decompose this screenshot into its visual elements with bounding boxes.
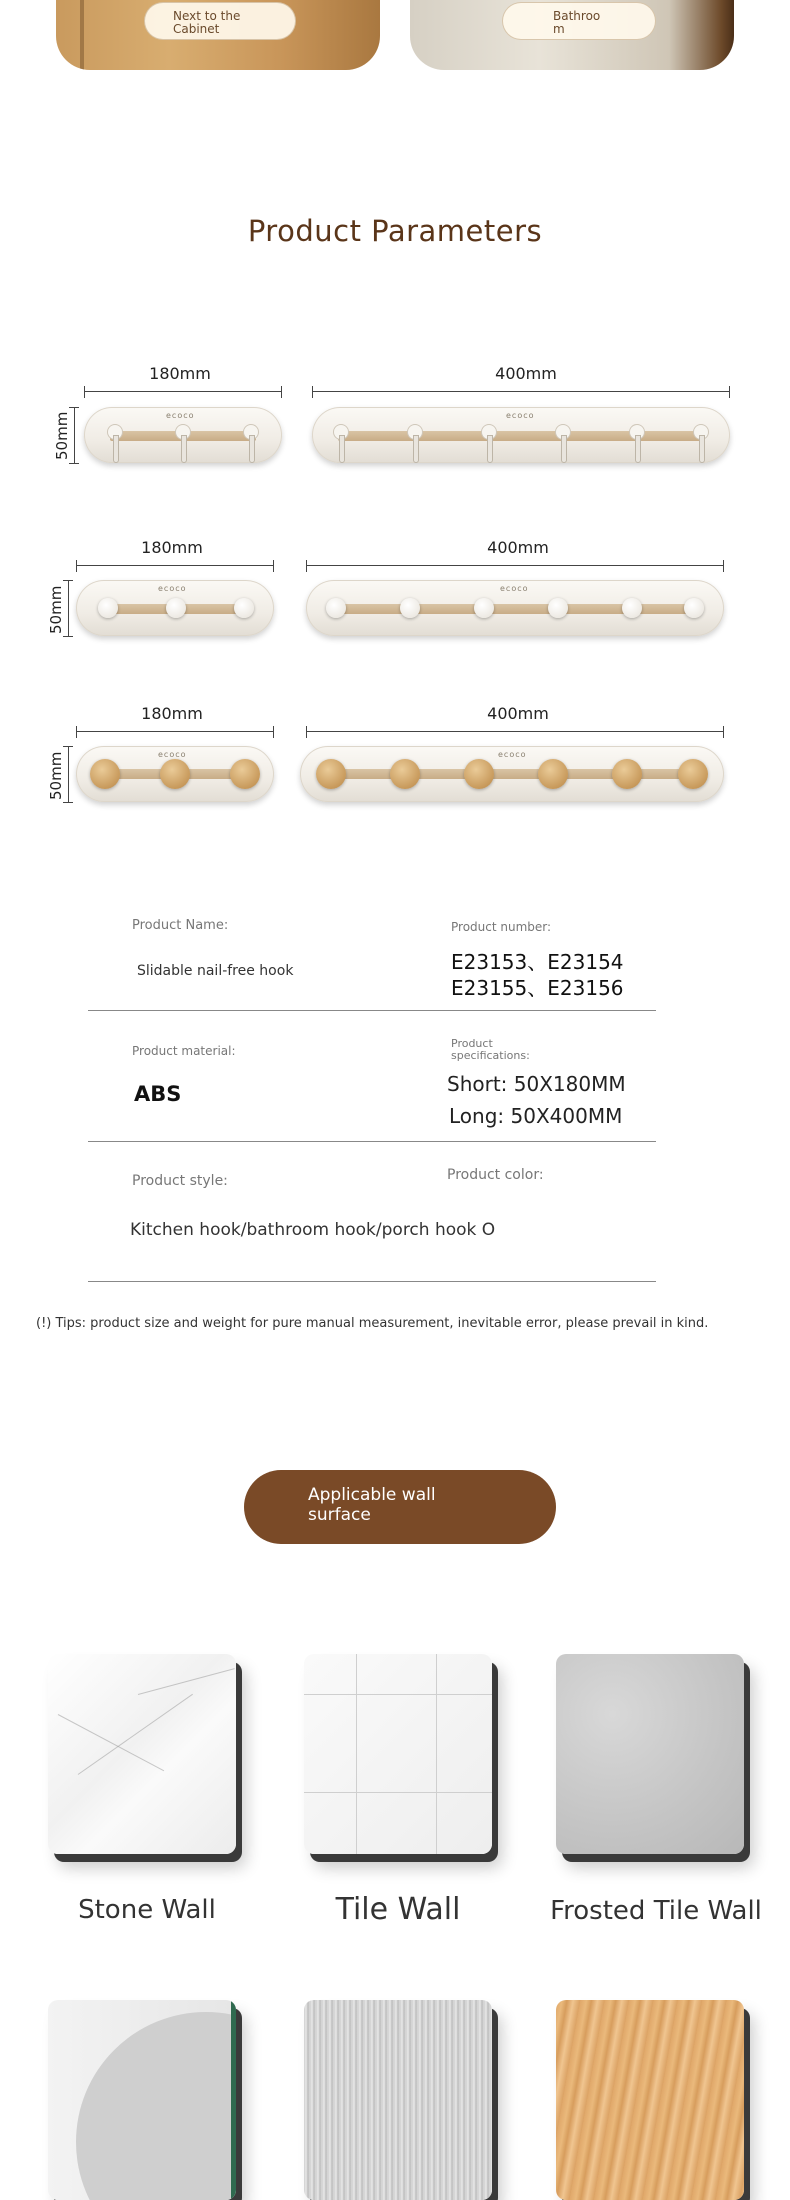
style-label: Product style: bbox=[132, 1173, 228, 1189]
hook-long-1: ecoco bbox=[312, 407, 730, 463]
wall-wood bbox=[556, 2000, 744, 2200]
photo-bathroom bbox=[410, 0, 734, 70]
dim-height: 50mm bbox=[47, 751, 65, 800]
wall-frosted-tile bbox=[556, 1654, 744, 1854]
name-value: Slidable nail-free hook bbox=[137, 963, 294, 979]
number-label: Product number: bbox=[451, 920, 552, 934]
tips-note: (!) Tips: product size and weight for pure manual measurement, inevitable error, please prevail in kind. bbox=[36, 1316, 709, 1331]
name-label: Product Name: bbox=[132, 918, 229, 933]
color-label: Product color: bbox=[447, 1167, 544, 1183]
dim-long-width: 400mm bbox=[495, 364, 557, 383]
divider bbox=[88, 1141, 656, 1142]
hook-short-2: ecoco bbox=[76, 580, 274, 636]
dim-long-width: 400mm bbox=[487, 704, 549, 723]
dim-short-width: 180mm bbox=[141, 704, 203, 723]
number-line-2: E23155、E23156 bbox=[451, 976, 624, 1000]
dim-long-width: 400mm bbox=[487, 538, 549, 557]
spec-short: Short: 50X180MM bbox=[447, 1072, 626, 1096]
wall-metal bbox=[304, 2000, 492, 2200]
style-value: Kitchen hook/bathroom hook/porch hook O bbox=[130, 1220, 496, 1240]
number-line-1: E23153、E23154 bbox=[451, 950, 624, 974]
tag-cabinet: Next to the Cabinet bbox=[144, 2, 296, 40]
divider bbox=[88, 1281, 656, 1282]
dim-short-width: 180mm bbox=[149, 364, 211, 383]
applicable-wall-pill: Applicable wall surface bbox=[244, 1470, 556, 1544]
hook-long-2: ecoco bbox=[306, 580, 724, 636]
wall-label-frosted: Frosted Tile Wall bbox=[550, 1896, 762, 1926]
tag-bathroom: Bathroom bbox=[502, 2, 656, 40]
wall-stone bbox=[48, 1654, 236, 1854]
hook-short-1: ecoco bbox=[84, 407, 282, 463]
wall-label-stone: Stone Wall bbox=[78, 1895, 216, 1925]
spec-long: Long: 50X400MM bbox=[449, 1104, 623, 1128]
wall-glass bbox=[48, 2000, 236, 2200]
dim-height: 50mm bbox=[53, 411, 71, 460]
photo-cabinet bbox=[56, 0, 380, 70]
wall-label-tile: Tile Wall bbox=[335, 1892, 461, 1927]
wall-tile bbox=[304, 1654, 492, 1854]
spec-label-1: Product bbox=[451, 1037, 493, 1050]
dim-height: 50mm bbox=[47, 585, 65, 634]
dim-short-width: 180mm bbox=[141, 538, 203, 557]
material-label: Product material: bbox=[132, 1044, 236, 1058]
spec-label-2: specifications: bbox=[451, 1049, 530, 1062]
hook-short-3: ecoco bbox=[76, 746, 274, 802]
material-value: ABS bbox=[134, 1082, 182, 1106]
section-title: Product Parameters bbox=[247, 214, 543, 248]
hook-long-3: ecoco bbox=[300, 746, 724, 802]
divider bbox=[88, 1010, 656, 1011]
